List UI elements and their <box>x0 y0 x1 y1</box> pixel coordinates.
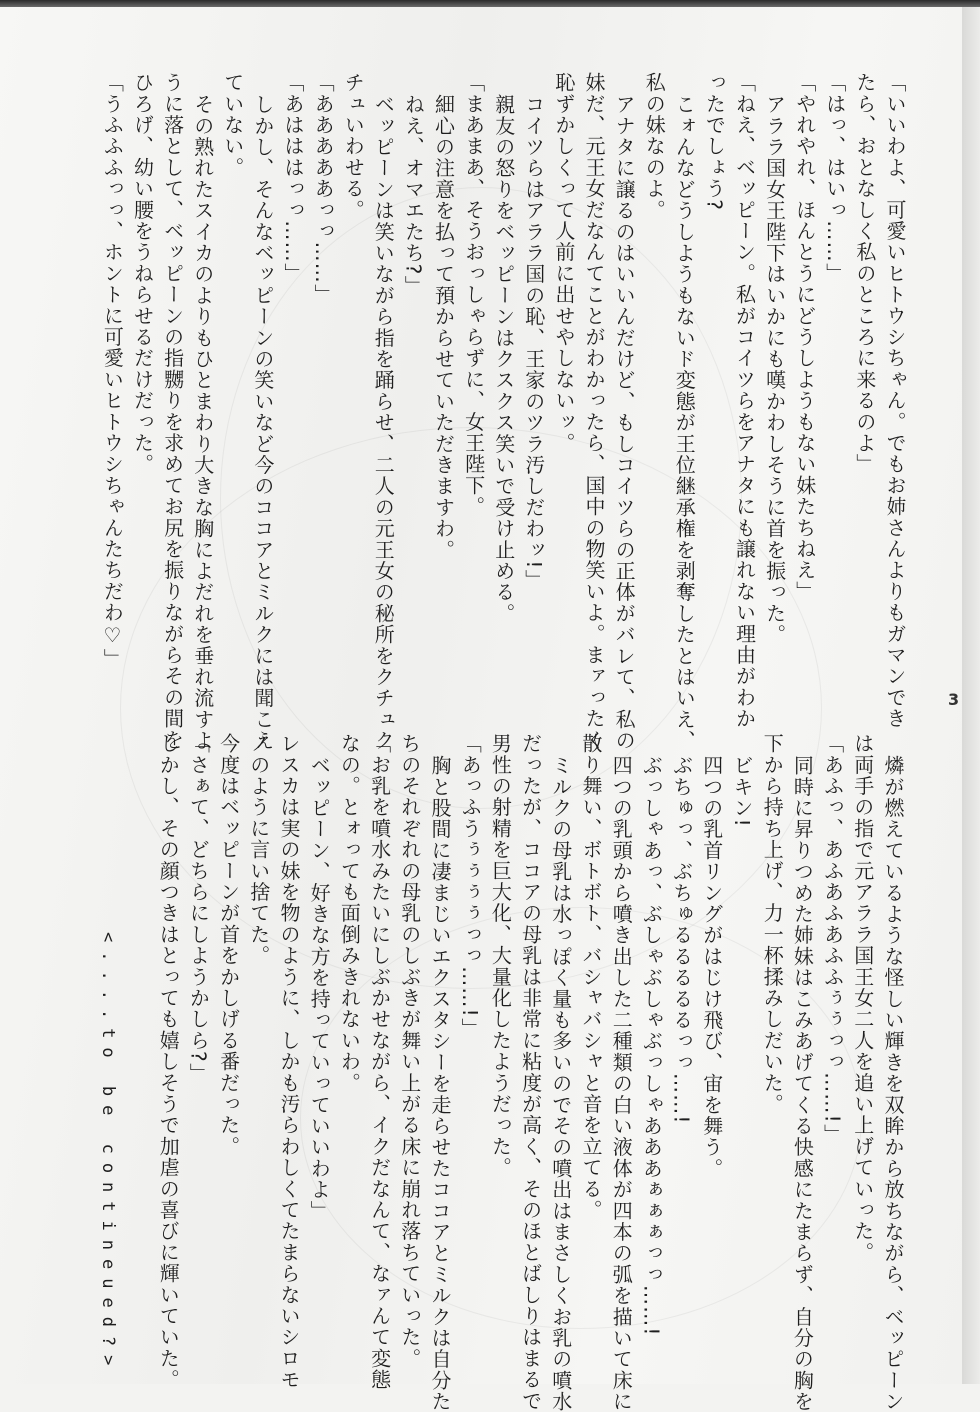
text-column: 「うふふふっっ、ホントに可愛いヒトウシちゃんたちだわ♡」 <box>100 72 125 670</box>
text-column: ミルクの母乳は水っぽく量も多いのでその噴出はまさしくお乳の噴水 <box>548 755 573 1412</box>
text-column: 「まあまあ、そうおっしゃらずに、女王陛下。 <box>461 72 486 518</box>
text-column: ていない。 <box>220 72 245 178</box>
text-column: アララ国女王陛下はいかにも嘆かわしそうに首を振った。 <box>762 94 787 646</box>
text-column: ノのように言い捨てた。 <box>246 733 271 967</box>
text-column: 燐が燃えているような怪しい輝きを双眸から放ちながら、ベッピーン <box>881 755 905 1412</box>
text-column: その熟れたスイカのよりもひとまわり大きな胸によだれを垂れ流すよ <box>190 94 215 752</box>
text-column: 散り舞い、ボトボト、バシャバシャと音を立てる。 <box>579 733 603 1221</box>
text-column: コイツらはアララ国の恥、王家のツラ汚しだわッ!」 <box>521 94 546 591</box>
text-column: ぶっしゃあっ、ぶしゃぶしゃぶっしゃあああぁぁぁっっ……! <box>639 755 664 1337</box>
text-column: は両手の指で元アララ国王女二人を追い上げていった。 <box>850 733 875 1263</box>
text-column: 「お乳を噴水みたいにしぶかせながら、イクだなんて、なァんて変態 <box>367 733 392 1391</box>
text-column: 「あああああっっ……」 <box>311 72 336 306</box>
text-column: ねえ、オマエたち?」 <box>401 94 426 297</box>
text-column: 「ねえ、ベッピーン。私がコイツらをアナタにも譲れない理由がわか <box>732 72 757 730</box>
text-column: 四つの乳首リングがはじけ飛び、宙を舞う。 <box>699 755 724 1179</box>
text-column: 「いいわよ、可愛いヒトウシちゃん。でもお姉さんよりもガマンでき <box>883 72 907 730</box>
text-column: 男性の射精を巨大化、大量化したようだった。 <box>488 733 513 1179</box>
text-column: 同時に昇りつめた姉妹はこみあげてくる快感にたまらず、自分の胸を <box>790 755 815 1412</box>
text-column: 私の妹なのよ。 <box>642 72 667 221</box>
text-column: しかし、その顔つきはとっても嬉しそうで加虐の喜びに輝いていた。 <box>156 733 181 1391</box>
text-column: ベッピーンは笑いながら指を踊らせ、二人の元王女の秘所をクチュク <box>371 94 396 752</box>
to-be-continued: <....to be contineued?> <box>98 932 118 1375</box>
text-column: アナタに譲るのはいいんだけど、もしコイツらの正体がバレて、私の <box>612 94 637 752</box>
text-column: ビキン! <box>730 755 754 828</box>
text-column: なの。とォっても面倒みきれないわ。 <box>337 733 362 1094</box>
text-column: たら、おとなしく私のところに来るのよ」 <box>852 72 877 475</box>
text-column: 四つの乳頭から噴き出した二種類の白い液体が四本の弧を描いて床に <box>609 755 634 1412</box>
text-column: ぶちゅっ、ぶちゅるるるるるっっ……! <box>669 755 694 1125</box>
text-column: ひろげ、幼い腰をうねらせるだけだった。 <box>130 72 155 475</box>
text-column: ベッピーン、好きな方を持っていっていいわよ」 <box>307 755 332 1222</box>
text-column: 妹だ、元王女だなんてことがわかったら、国中の物笑いよ。まァったく <box>582 72 606 751</box>
text-column: 「やれやれ、ほんとうにどうしようもない妹たちねえ」 <box>792 72 817 602</box>
text-column: しかし、そんなベッピーンの笑いなど今のココアとミルクには聞こえ <box>250 94 275 752</box>
text-column: レスカは実の妹を物のように、しかも汚らわしくてたまらないシロモ <box>277 733 301 1391</box>
text-column: 細心の注意を払って預からせていただきますわ。 <box>431 94 456 561</box>
text-column: ったでしょう? <box>702 72 727 212</box>
text-column: 「あふっ、あふあふあふふぅぅっっ……!」 <box>820 733 845 1146</box>
text-column: 「はっ、はいっ……」 <box>822 72 847 284</box>
text-column: ちのそれぞれの母乳のしぶきが舞い上がる床に崩れ落ちていった。 <box>397 733 422 1369</box>
text-column: うに落として、ベッピーンの指嬲りを求めてお尻を振りながらその間を <box>160 72 185 751</box>
text-column: 今度はベッピーンが首をかしげる番だった。 <box>216 733 241 1157</box>
text-column: 「さぁて、どちらにしようかしら?」 <box>186 733 211 1085</box>
text-column: 「あはははっっ……」 <box>281 72 305 284</box>
scan-top-edge <box>0 0 980 7</box>
text-column: こォんなどうしようもないド変態が王位継承権を剥奪したとはいえ、 <box>672 94 697 752</box>
text-column: 恥ずかしくって人前に出せやしないッ。 <box>551 72 576 454</box>
text-column: 下から持ち上げ、力一杯揉みしだいた。 <box>760 733 785 1115</box>
text-column: 親友の怒りをベッピーンはクスクス笑いで受け止める。 <box>491 94 516 624</box>
text-column: 「あっふうぅぅぅぅっっ……!」 <box>458 733 483 1040</box>
page-edge <box>962 7 980 1384</box>
text-column: 胸と股間に凄まじいエクスタシーを走らせたココアとミルクは自分た <box>428 755 452 1412</box>
page-number: 3 <box>948 690 960 709</box>
text-column: だったが、ココアの母乳は非常に粘度が高く、そのほとばしりはまるで <box>518 733 543 1412</box>
text-column: チュいわせる。 <box>341 72 366 221</box>
